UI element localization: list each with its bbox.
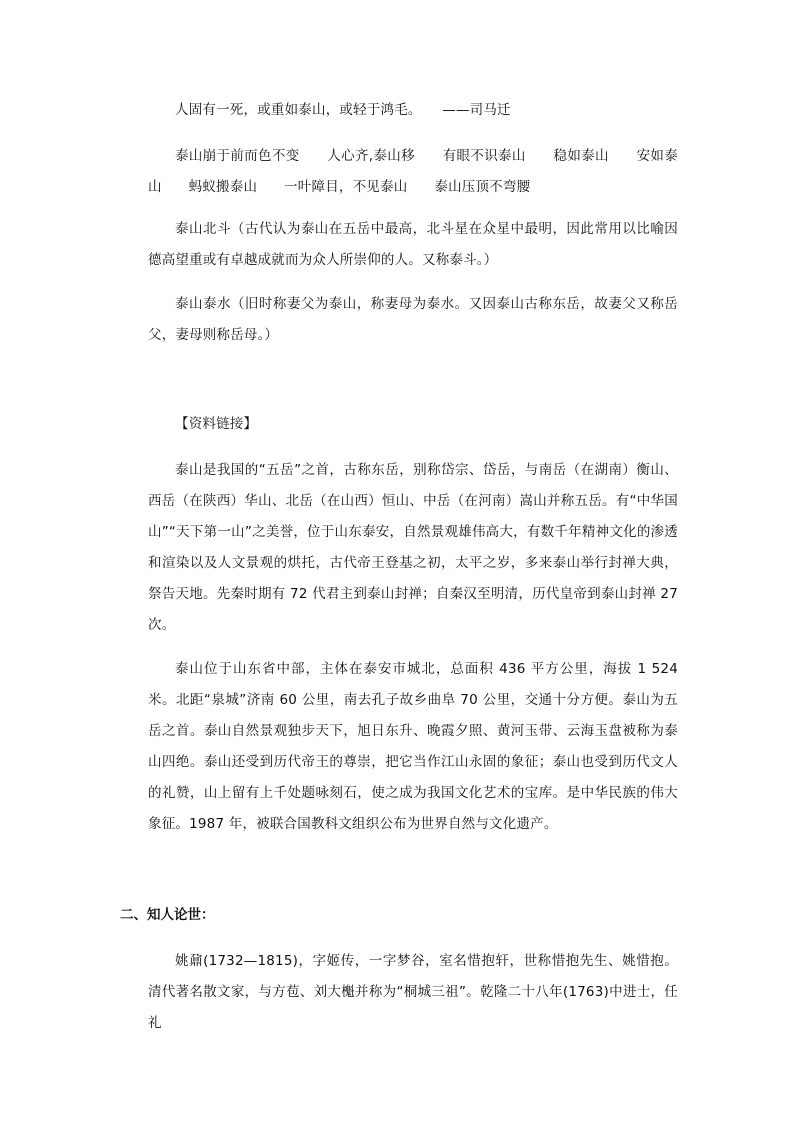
resource-link-heading: 【资料链接】 bbox=[175, 416, 258, 432]
idiom-item: 泰山崩于前而色不变 bbox=[175, 148, 300, 164]
idiom-item: 泰山压顶不弯腰 bbox=[434, 179, 531, 195]
resource-link-para-2: 泰山位于山东省中部，主体在泰安市城北，总面积 436 平方公里，海拔 1 524 米。北距“泉城”济南 60 公里，南去孔子故乡曲阜 70 公里，交通十分方便。泰山为五岳之首。泰山自然景观独步天下，旭日东升、晚霞夕照、黄河玉带、云海玉盘被称为泰山四绝。泰山还受到历代帝王的尊崇，把它当作江山永固的象征；泰山也受到历代文人的礼赞，山上留有上千处题咏刻石，使之成为我国文化艺术的宝库。是中华民族的伟大象征。1987 年，被联合国教科文组织公布为世界自然与文化遗产。 bbox=[148, 661, 678, 832]
idiom-item: 蚂蚁搬泰山 bbox=[188, 179, 258, 195]
resource-link-para-1: 泰山是我国的“五岳”之首，古称东岳，别称岱宗、岱岳，与南岳（在湖南）衡山、西岳（在陕西）华山、北岳（在山西）恒山、中岳（在河南）嵩山并称五岳。有“中华国山”“天下第一山”之美誉，位于山东泰安，自然景观雄伟高大，有数千年精神文化的渗透和渲染以及人文景观的烘托，古代帝王登基之初，太平之岁，多来泰山举行封禅大典，祭告天地。先秦时期有 72 代君主到泰山封禅；自秦汉至明清，历代皇帝到泰山封禅 27 次。 bbox=[148, 462, 678, 633]
sima-qian-quote: 人固有一死，或重如泰山，或轻于鸿毛。 ——司马迁 bbox=[175, 102, 511, 118]
section-2-heading: 二、知人论世： bbox=[120, 907, 215, 923]
idiom-item: 一叶障目，不见泰山 bbox=[284, 179, 408, 195]
taishan-beidou-para: 泰山北斗（古代认为泰山在五岳中最高，北斗星在众星中最明，因此常用以比喻因德高望重或有卓越成就而为众人所崇仰的人。又称泰斗。） bbox=[148, 221, 678, 268]
idiom-item: 稳如泰山 bbox=[553, 148, 609, 164]
author-bio-para: 姚鼐(1732—1815)，字姬传，一字梦谷，室名惜抱轩，世称惜抱先生、姚惜抱。清代著名散文家，与方苞、刘大櫆并称为“桐城三祖”。乾隆二十八年(1763)中进士，任礼 bbox=[148, 953, 678, 1031]
idiom-item: 安如泰山 bbox=[148, 148, 678, 195]
idiom-item: 人心齐,泰山移 bbox=[327, 148, 415, 164]
idiom-item: 有眼不识泰山 bbox=[442, 148, 526, 164]
taishan-idioms-list bbox=[148, 141, 678, 203]
taishan-taishui-para: 泰山泰水（旧时称妻父为泰山，称妻母为泰水。又因泰山古称东岳，故妻父又称岳父，妻母则称岳母。） bbox=[148, 296, 678, 343]
